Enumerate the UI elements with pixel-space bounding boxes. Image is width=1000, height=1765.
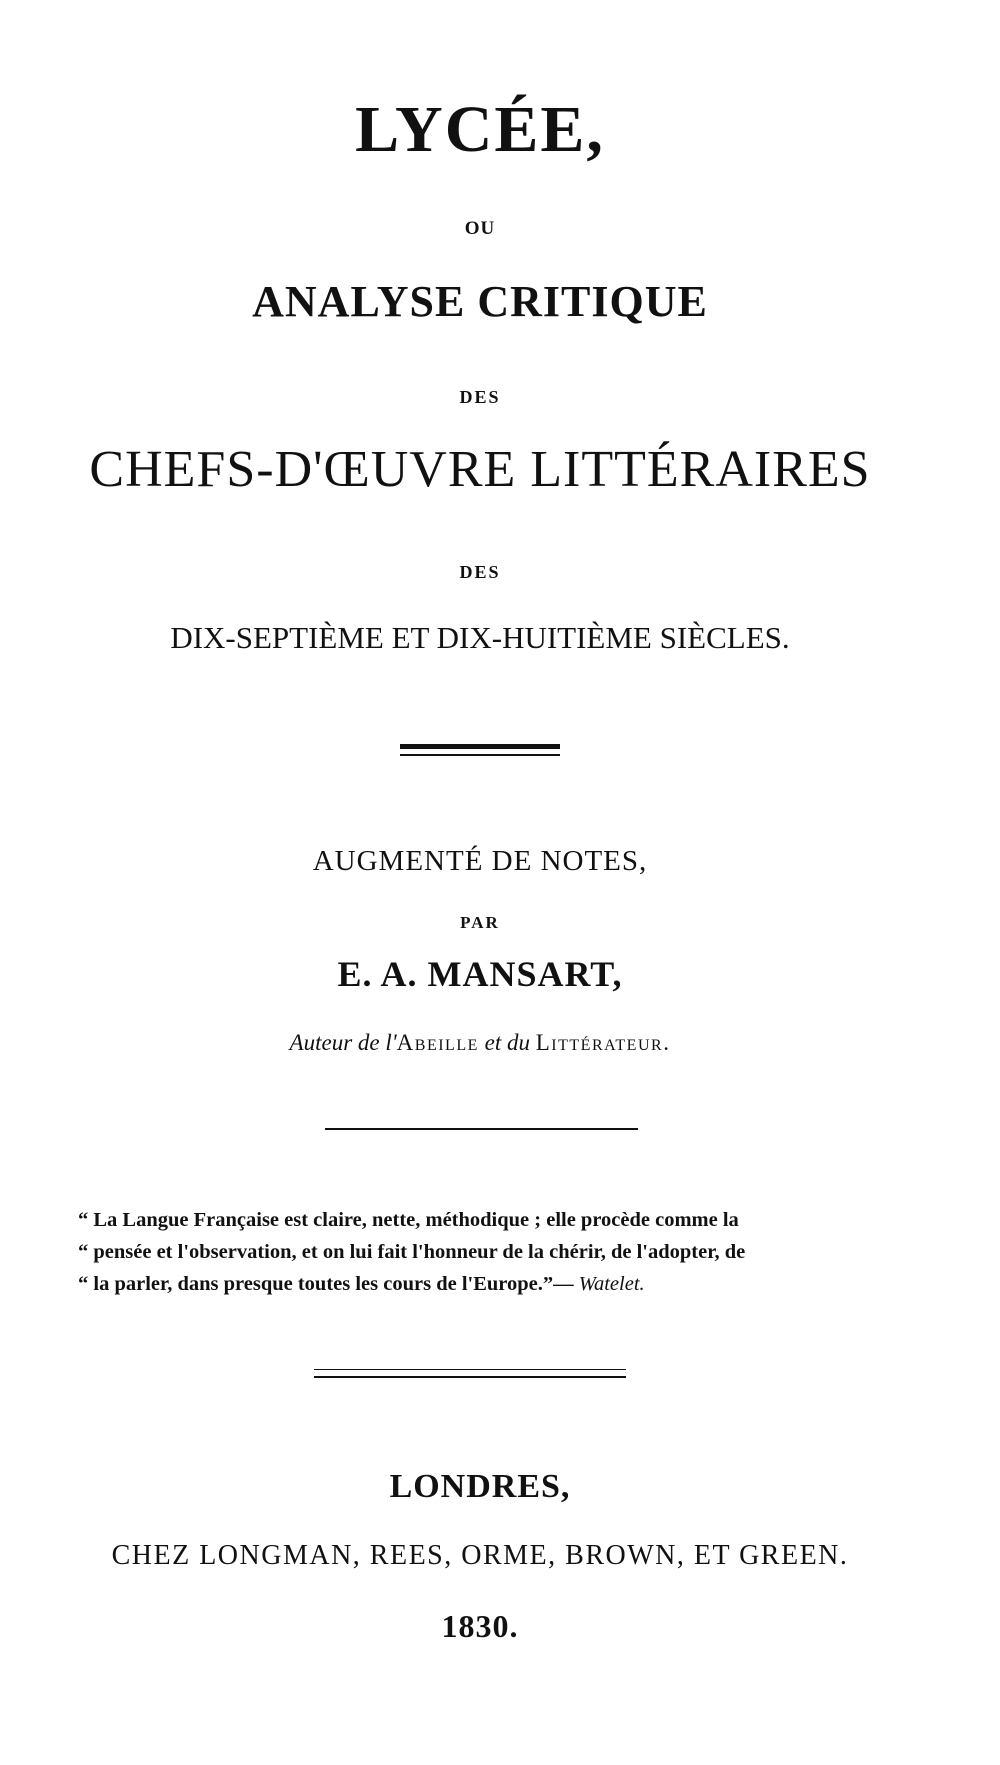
- thick-double-rule-bottom: [400, 754, 560, 756]
- author-credentials: Auteur de l'Abeille et du Littérateur.: [289, 1030, 671, 1055]
- main-title: LYCÉE,: [355, 93, 605, 166]
- quote-line-3: “ la parler, dans presque toutes les cours de l'Europe.”— Watelet.: [78, 1273, 645, 1295]
- imprint-city: LONDRES,: [389, 1468, 571, 1505]
- conjunction-ou: OU: [464, 218, 496, 239]
- par-label: PAR: [460, 913, 500, 932]
- imprint-year: 1830.: [441, 1608, 519, 1644]
- augmented-notes: AUGMENTÉ DE NOTES,: [312, 845, 648, 877]
- subtitle-chefs-doeuvre: CHEFS-D'ŒUVRE LITTÉRAIRES: [89, 441, 871, 498]
- thin-double-rule-bottom: [314, 1376, 626, 1378]
- single-rule: [325, 1128, 638, 1130]
- author-name: E. A. MANSART,: [337, 954, 623, 994]
- thin-double-rule-top: [314, 1369, 626, 1370]
- quote-line-1: “ La Langue Française est claire, nette, méthodique ; elle procède comme la: [78, 1209, 739, 1231]
- quote-attribution: Watelet.: [578, 1273, 645, 1295]
- quote-line-2: “ pensée et l'observation, et on lui fait l'honneur de la chérir, de l'adopter, de: [78, 1241, 746, 1263]
- thick-double-rule-top: [400, 744, 560, 749]
- epigraph-quote: [78, 1204, 906, 1300]
- conjunction-des-2: DES: [459, 562, 501, 582]
- conjunction-des-1: DES: [459, 387, 501, 407]
- subtitle-analyse-critique: ANALYSE CRITIQUE: [252, 277, 708, 326]
- subtitle-siecles: DIX-SEPTIÈME ET DIX-HUITIÈME SIÈCLES.: [170, 620, 790, 655]
- imprint-publisher: CHEZ LONGMAN, REES, ORME, BROWN, ET GREEN.: [111, 1540, 849, 1571]
